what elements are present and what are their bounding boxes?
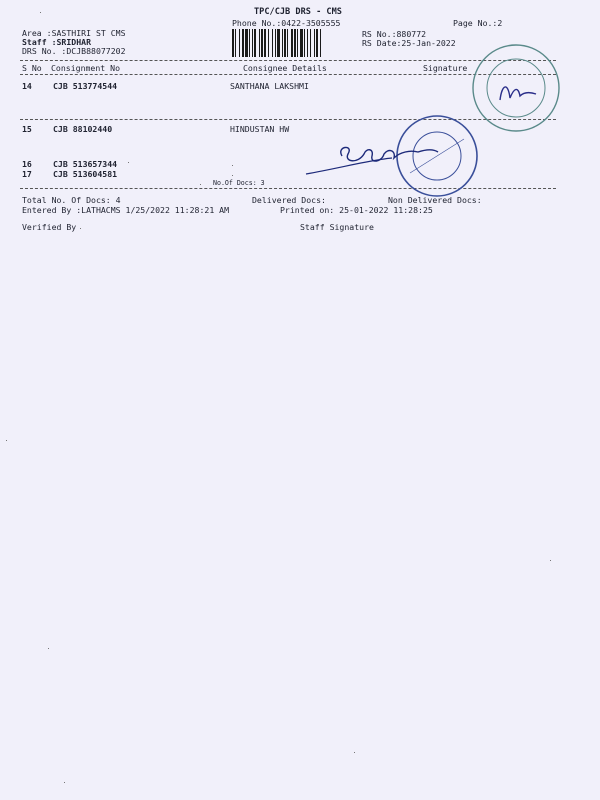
- rs-number: RS No.:880772: [362, 29, 427, 39]
- area-label: Area :SASTHIRI ST CMS: [22, 28, 126, 38]
- phone-number: Phone No.:0422-3505555: [232, 18, 341, 28]
- staff-label: Staff :SRIDHAR: [22, 37, 92, 47]
- staff-signature-label: Staff Signature: [300, 222, 374, 232]
- row-consignee: HINDUSTAN HW: [230, 124, 290, 134]
- column-sno: S No: [22, 63, 42, 73]
- row-sno: 14: [22, 81, 32, 91]
- row-consignment: CJB 88102440: [53, 124, 113, 134]
- row-consignment: CJB 513604581: [53, 169, 118, 179]
- barcode: [230, 29, 354, 57]
- entered-by: Entered By :LATHACMS 1/25/2022 11:28:21 AM: [22, 205, 230, 215]
- rs-date: RS Date:25-Jan-2022: [362, 38, 456, 48]
- top-stamp: [470, 42, 562, 134]
- column-consignment: Consignment No: [51, 63, 121, 73]
- page-number: Page No.:2: [453, 18, 503, 28]
- non-delivered-docs: Non Delivered Docs:: [388, 195, 482, 205]
- row-consignment: CJB 513774544: [53, 81, 118, 91]
- row-sno: 16: [22, 159, 32, 169]
- row-sno: 15: [22, 124, 32, 134]
- verified-by-label: Verified By: [22, 222, 77, 232]
- row-consignment: CJB 513657344: [53, 159, 118, 169]
- drs-number: DRS No. :DCJB88077202: [22, 46, 126, 56]
- document-title: TPC/CJB DRS - CMS: [254, 7, 342, 17]
- printed-on: Printed on: 25-01-2022 11:28:25: [280, 205, 433, 215]
- delivered-docs: Delivered Docs:: [252, 195, 326, 205]
- total-docs: Total No. Of Docs: 4: [22, 195, 121, 205]
- group-doc-count: No.Of Docs: 3: [213, 179, 265, 187]
- handwritten-signature: [300, 138, 450, 180]
- column-signature: Signature: [423, 63, 468, 73]
- column-consignee: Consignee Details: [243, 63, 327, 73]
- row-sno: 17: [22, 169, 32, 179]
- row-consignee: SANTHANA LAKSHMI: [230, 81, 309, 91]
